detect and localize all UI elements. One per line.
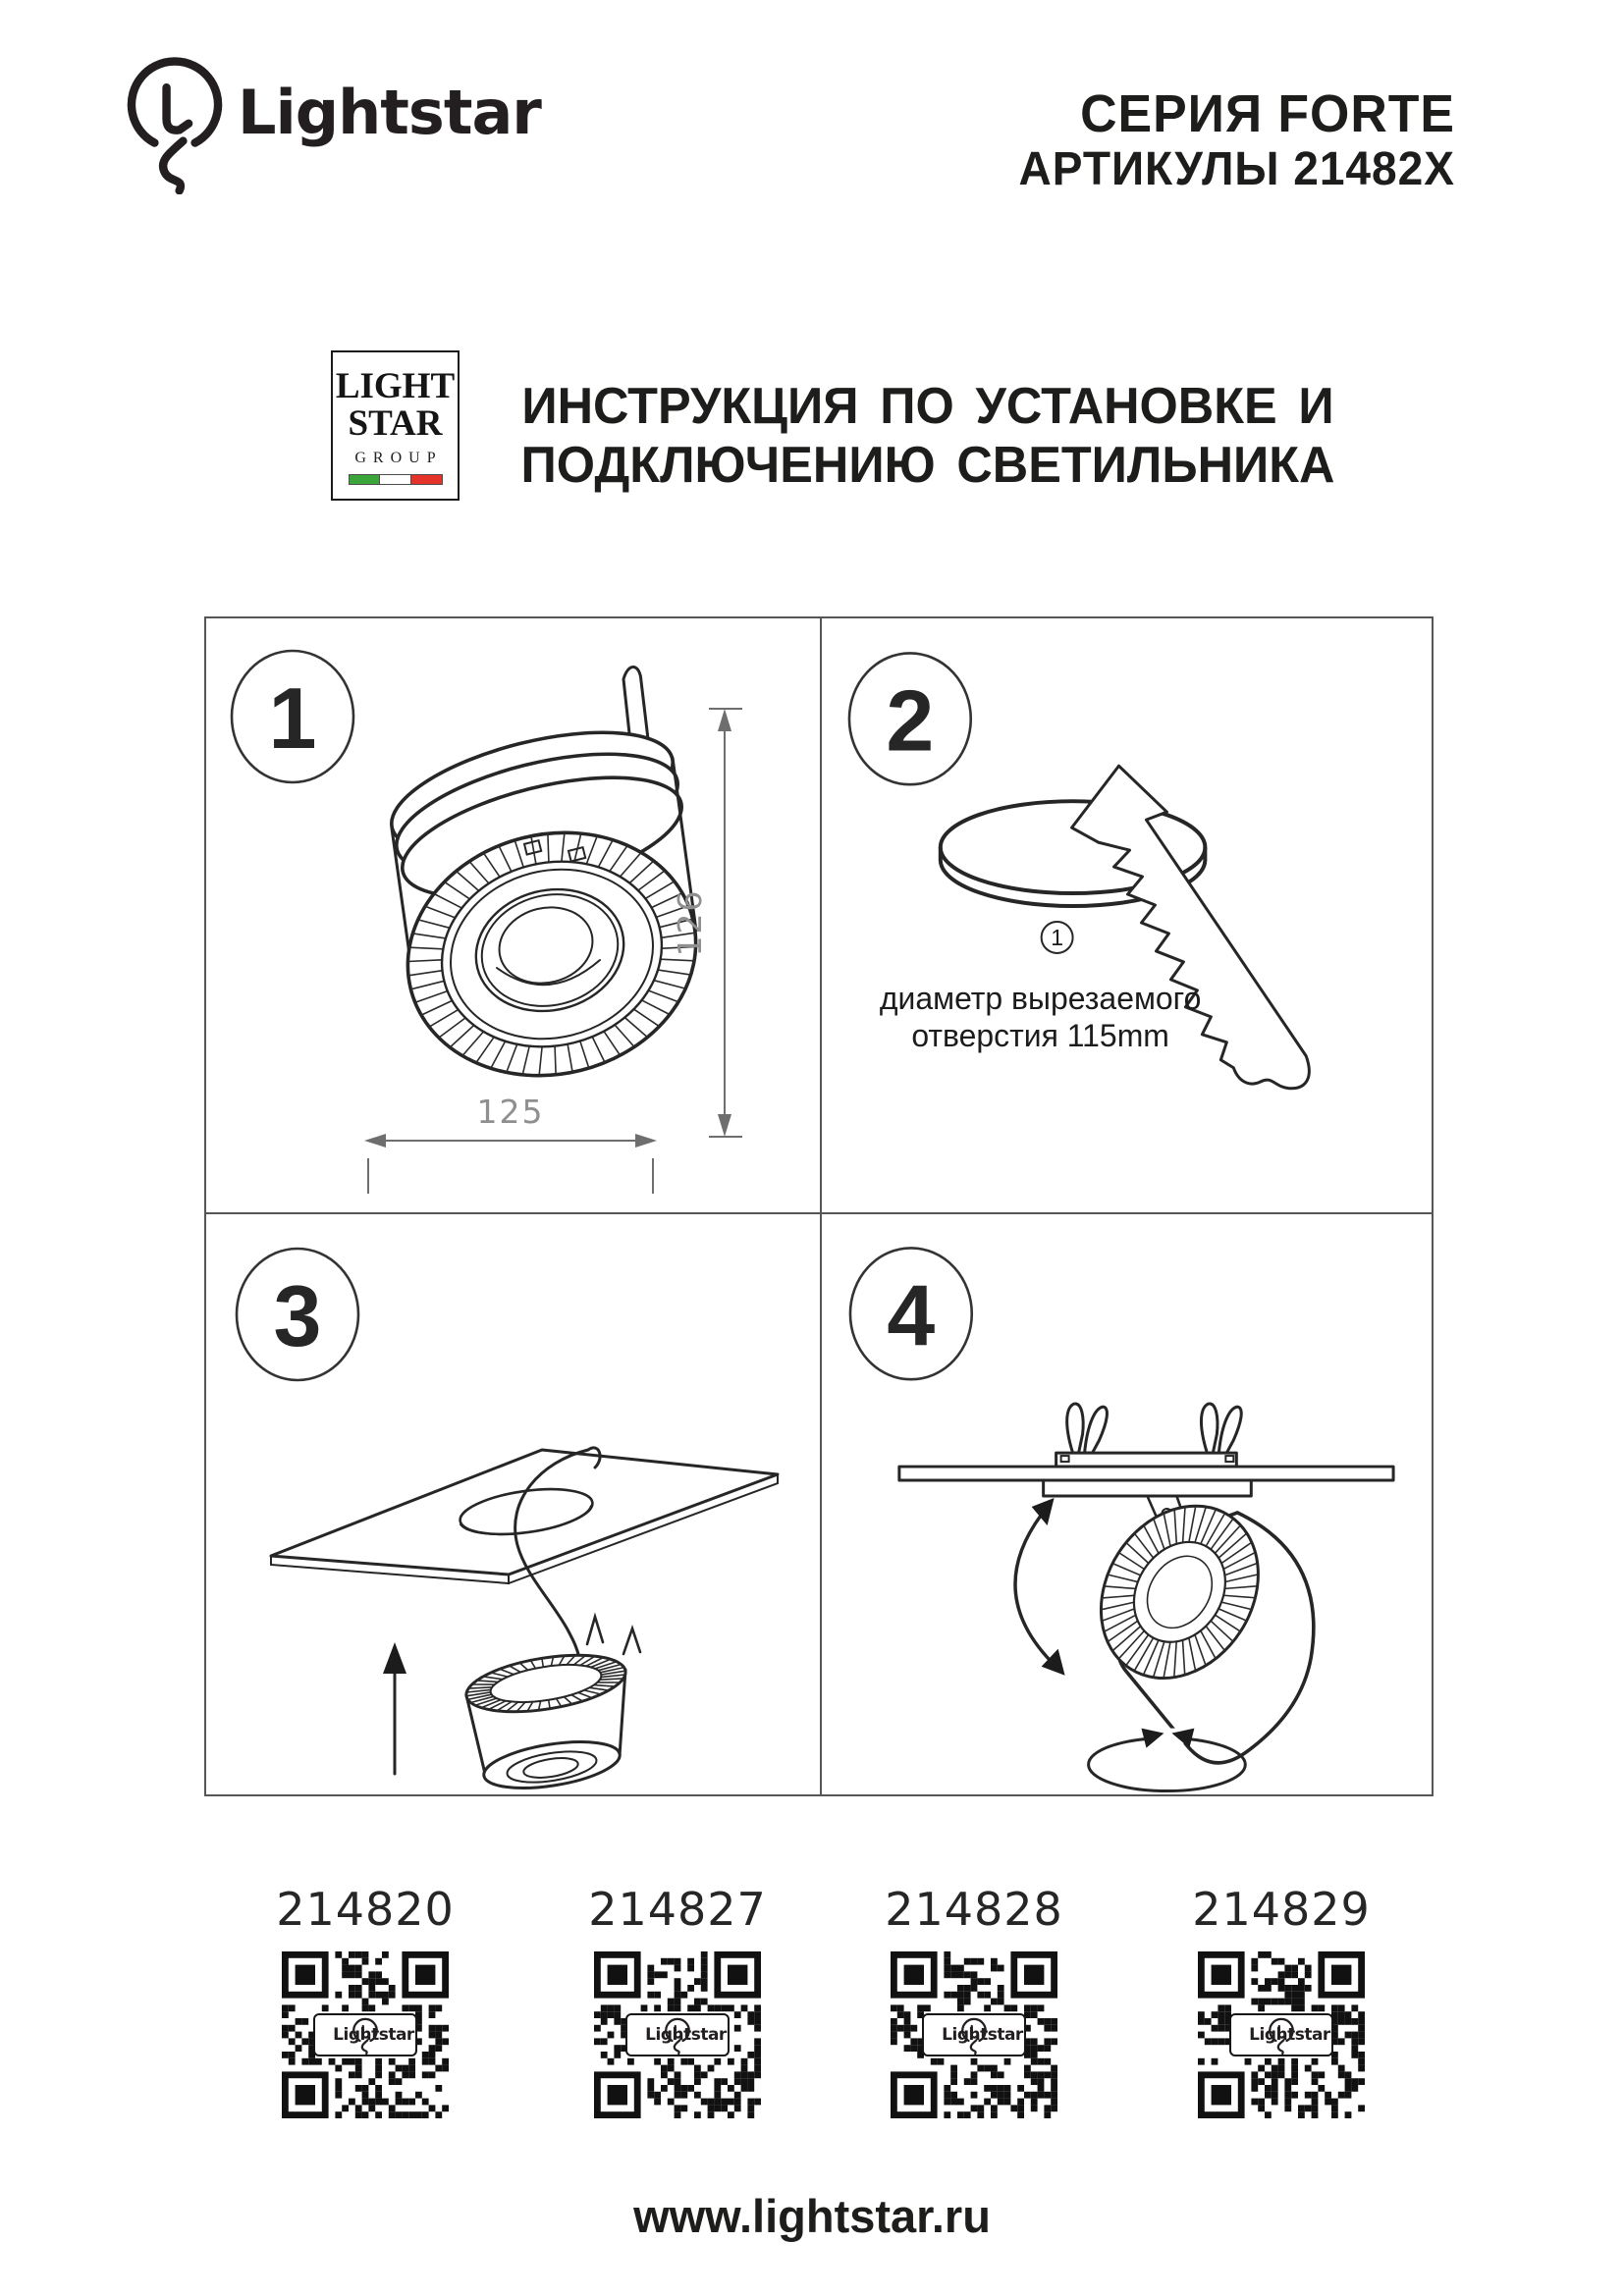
lightstar-group-badge <box>331 350 460 501</box>
website-url: www.lightstar.ru <box>633 2190 991 2242</box>
badge-light: LIGHT <box>335 366 456 406</box>
article-214828 <box>864 1883 1084 2118</box>
series-info <box>1019 84 1455 196</box>
brand-name: Lightstar <box>238 77 541 148</box>
width-dimension-label: 125 <box>476 1093 545 1131</box>
qr-center-logo: Lightstar <box>922 2013 1026 2056</box>
page-title-line1: ИНСТРУКЦИЯ ПО УСТАНОВКЕ И <box>521 378 1334 435</box>
step-number: 1 <box>268 669 317 767</box>
lightstar-bulb-icon <box>316 2024 331 2046</box>
lightstar-bulb-icon <box>925 2024 940 2046</box>
step-1-panel <box>206 618 821 1213</box>
lightstar-bulb-icon <box>1232 2024 1247 2046</box>
page-title-line2: ПОДКЛЮЧЕНИЮ СВЕТИЛЬНИКА <box>520 437 1335 494</box>
qr-code <box>891 1951 1057 2118</box>
article-code: 214829 <box>1192 1883 1371 1936</box>
note-marker <box>1042 922 1073 953</box>
article-214820 <box>255 1883 475 2118</box>
qr-code <box>282 1951 449 2118</box>
article-214827 <box>568 1883 787 2118</box>
step-number: 2 <box>886 671 935 770</box>
series-title: СЕРИЯ FORTE <box>1080 84 1455 143</box>
article-code: 214828 <box>885 1883 1063 1936</box>
spotlight-drawing <box>380 667 722 1105</box>
height-dimension-label: 126 <box>671 888 709 957</box>
brand-logo <box>124 47 541 194</box>
lightstar-bulb-icon <box>628 2024 643 2046</box>
height-dimension <box>671 709 742 1137</box>
mounted-fixture-drawing <box>899 1404 1393 1763</box>
svg-text:1: 1 <box>1051 924 1063 950</box>
qr-code <box>594 1951 761 2118</box>
cutout-caption-line2: отверстия 115mm <box>911 1017 1169 1053</box>
step-4-panel <box>822 1214 1435 1798</box>
article-code: 214820 <box>276 1883 455 1936</box>
article-214829 <box>1171 1883 1391 2118</box>
qr-code <box>1198 1951 1365 2118</box>
series-articles: АРТИКУЛЫ 21482X <box>1018 143 1455 195</box>
step-number: 4 <box>887 1266 936 1364</box>
width-dimension <box>364 1093 657 1194</box>
cutout-caption-line1: диаметр вырезаемого <box>879 980 1202 1016</box>
badge-group: GROUP <box>354 450 443 466</box>
up-arrow <box>383 1642 406 1774</box>
step-2-panel <box>822 618 1435 1213</box>
step-3-panel <box>206 1214 821 1798</box>
qr-center-logo: Lightstar <box>625 2013 730 2056</box>
italian-flag-stripe <box>349 474 443 485</box>
qr-center-logo: Lightstar <box>1229 2013 1333 2056</box>
qr-center-logo: Lightstar <box>313 2013 417 2056</box>
step-number: 3 <box>273 1267 322 1364</box>
fixture-drawing <box>462 1617 640 1796</box>
tilt-arrow <box>1015 1498 1065 1676</box>
instruction-grid <box>204 616 1434 1796</box>
lightstar-bulb-icon <box>124 47 226 194</box>
article-code: 214827 <box>588 1883 767 1936</box>
page-title <box>475 377 1380 495</box>
badge-star: STAR <box>348 403 443 444</box>
